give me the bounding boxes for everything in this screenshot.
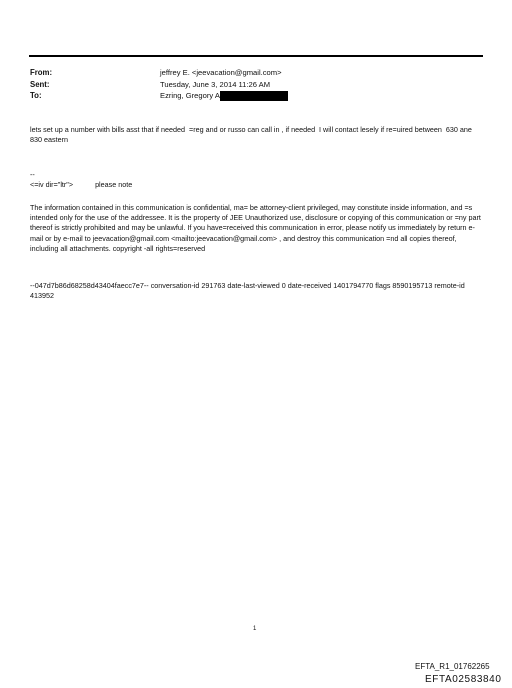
div-line-a: <=iv dir="ltr"> [30,180,74,189]
confidentiality-notice [30,203,482,254]
div-line [30,180,482,190]
footer-id-2: EFTA02583840 [425,674,502,685]
header-divider [29,55,483,57]
sent-label: Sent: [30,80,50,89]
from-label: From: [30,68,53,77]
page-number: 1 [253,626,257,632]
message-metadata [30,281,482,301]
confidentiality-text: The information contained in this communication is confidential, ma= be attorney-client privileged, may constitute inside information, and =s intended only for the use of the addressee. It is the property of JEE Unauthorized use, disclosure or copying of this communication or =ny part thereof is strictly prohibited and may be unlawful. If you have=received this communication in error, please notify us immediately by return e-mail or by e-mail to jeevacation@gmail.com <mailto:jeevacation@gmail.com> , and destroy this communication =nd all copies thereof, including all attachments. copyright -all rights=reserved [30,203,483,253]
sent-value: Tuesday, June 3, 2014 11:26 AM [160,80,271,89]
footer-id-1: EFTA_R1_01762265 [415,662,490,671]
to-value-wrapper [160,91,288,101]
div-line-b: please note [95,180,133,189]
message-body [30,125,482,145]
message-text: lets set up a number with bills asst that if needed =reg and or russo can call in , if needed I will contact lesely if re=uired between 630 ane 830 eastern [30,125,474,145]
separator: -- [30,170,35,179]
from-value: jeffrey E. <jeevacation@gmail.com> [160,68,282,77]
redaction-block [220,91,288,101]
metadata-text: --047d7b86d68258d43404faecc7e7-- conversation-id 291763 date-last-viewed 0 date-received 1401794770 flags 8590195713 remote-id 413952 [30,281,467,301]
to-label: To: [30,91,42,100]
to-value: Ezring, Gregory A [160,91,220,100]
